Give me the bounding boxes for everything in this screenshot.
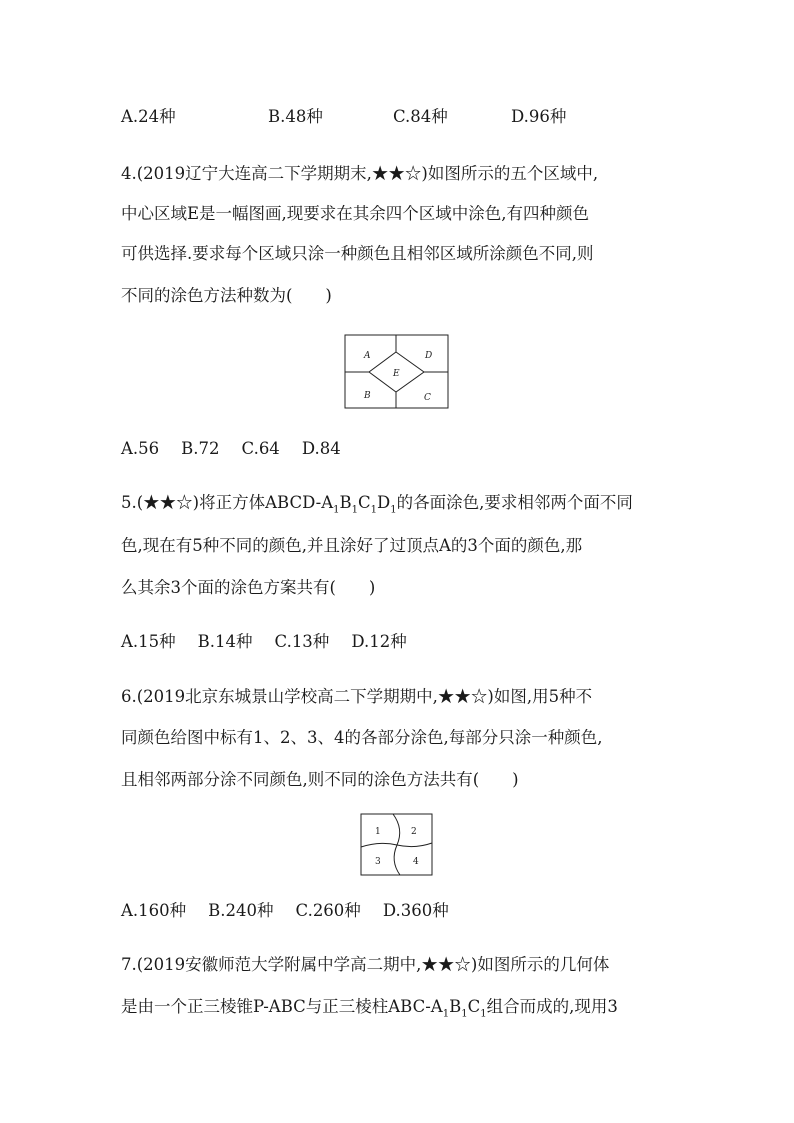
q4-text-line-4: 不同的涂色方法种数为( ) [121,286,332,305]
q5-sub-a1: 1 [333,504,340,516]
q5-text-line-1 [121,492,633,514]
q7-sub-a1: 1 [442,1008,450,1020]
q5-c1: C [358,493,371,512]
q4-label-c: C [424,393,431,403]
q5-suffix: 的各面涂色,要求相邻两个面不同 [396,493,633,512]
q6-text-line-3: 且相邻两部分涂不同颜色,则不同的涂色方法共有( ) [121,770,519,789]
q4-label-e: E [393,369,400,379]
q5-b1: B [339,493,352,512]
q5-text-line-3: 么其余3个面的涂色方案共有( ) [121,578,376,597]
q7-sub-b1: 1 [461,1008,468,1020]
q5-option-d: D.12种 [351,632,407,651]
q3-option-a: A.24种 [121,107,176,126]
q7-b1: B [449,997,462,1016]
q4-text-line-1: 4.(2019辽宁大连高二下学期期末,★★☆)如图所示的五个区域中, [121,164,599,183]
q4-label-d: D [425,351,433,361]
q6-options [121,900,471,922]
q7-suffix: 组合而成的,现用3 [486,997,618,1016]
q4-option-c: C.64 [241,439,280,458]
q5-option-a: A.15种 [121,632,176,651]
q7-sub-c1: 1 [480,1008,487,1020]
q5-option-c: C.13种 [274,632,330,651]
q4-option-d: D.84 [301,439,341,458]
q6-text-line-2: 同颜色给图中标有1、2、3、4的各部分涂色,每部分只涂一种颜色, [121,728,603,747]
q6-option-d: D.360种 [382,901,449,920]
q6-label-3: 3 [375,857,381,867]
q6-region-figure [360,813,434,877]
q5-text-line-2: 色,现在有5种不同的颜色,并且涂好了过顶点A的3个面的颜色,那 [121,536,583,555]
q3-option-b: B.48种 [268,107,323,126]
q6-label-4: 4 [413,857,419,867]
q5-prefix: 5.(★★☆)将正方体ABCD-A [121,493,334,512]
q4-text-line-3: 可供选择.要求每个区域只涂一种颜色且相邻区域所涂颜色不同,则 [121,244,594,263]
q5-sub-c1: 1 [370,504,378,516]
q3-option-c: C.84种 [393,107,448,126]
q6-label-1: 1 [375,827,381,837]
q5-sub-d1: 1 [390,504,397,516]
q7-c1: C [467,997,481,1016]
q7-text-line-2 [121,996,618,1018]
q5-sub-b1: 1 [351,504,359,516]
q3-option-d: D.96种 [511,107,567,126]
q5-d1: D [377,493,391,512]
q6-option-c: C.260种 [295,901,361,920]
q4-options [121,438,363,460]
q4-text-line-2: 中心区域E是一幅图画,现要求在其余四个区域中涂色,有四种颜色 [121,204,590,223]
q4-option-b: B.72 [181,439,220,458]
q4-label-a: A [364,351,371,361]
q6-option-b: B.240种 [208,901,274,920]
q4-region-figure [344,334,450,410]
q4-label-b: B [364,391,371,401]
q6-label-2: 2 [411,827,417,837]
q5-option-b: B.14种 [197,632,253,651]
q5-options [121,631,429,653]
q6-text-line-1: 6.(2019北京东城景山学校高二下学期期中,★★☆)如图,用5种不 [121,687,593,706]
q4-option-a: A.56 [121,439,160,458]
q7-text-line-1: 7.(2019安徽师范大学附属中学高二期中,★★☆)如图所示的几何体 [121,955,610,974]
q6-option-a: A.160种 [121,901,187,920]
q7-prefix: 是由一个正三棱锥P-ABC与正三棱柱ABC-A [121,997,443,1016]
